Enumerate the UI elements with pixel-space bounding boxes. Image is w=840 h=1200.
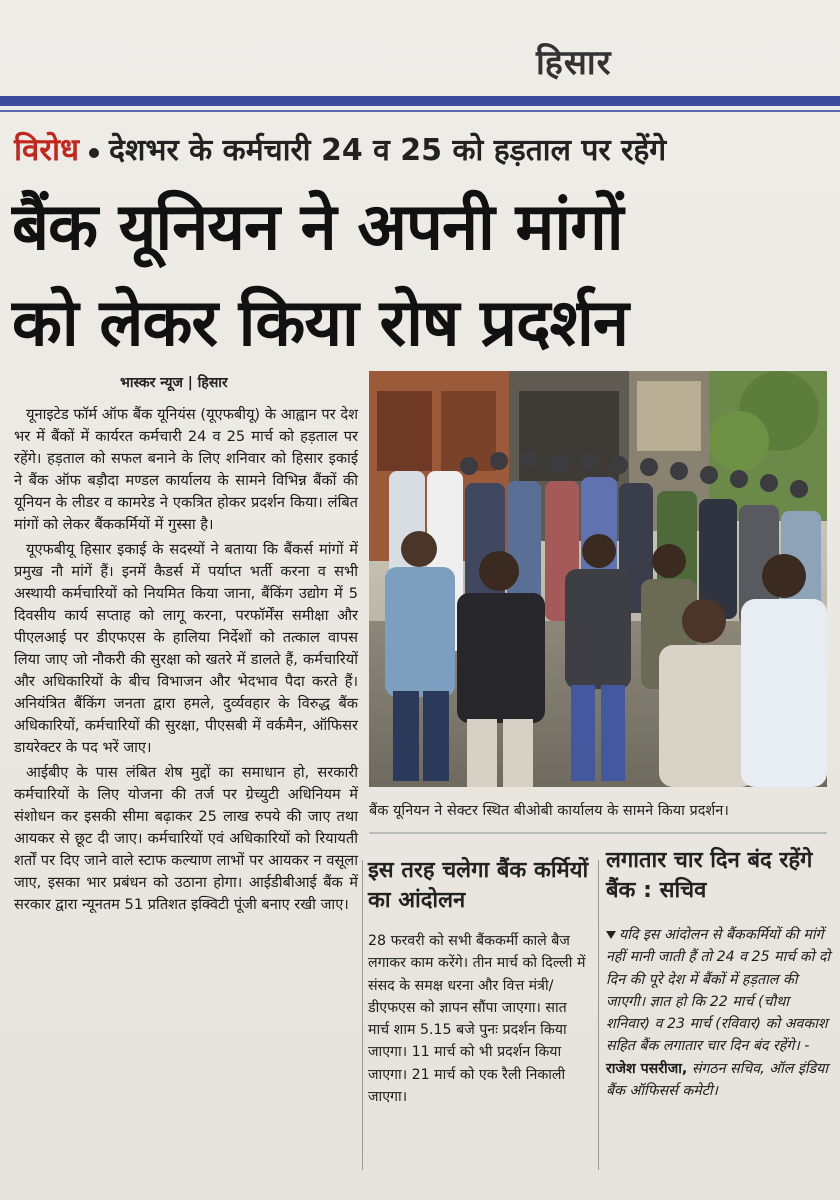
- headline: [12, 180, 832, 372]
- column-divider: [598, 860, 599, 1170]
- article-paragraph: यूनाइटेड फॉर्म ऑफ बैंक यूनियंस (यूएफबीयू) के आह्वान पर देश भर में बैंकों में कार्यरत कर्मचारी 24 व 25 मार्च को हड़ताल पर रहेंगे। हड़ताल को सफल बनाने के लिए शनिवार को हिसार इकाई ने बैंक ऑफ बड़ौदा मण्डल कार्यालय के सामने विभिन्न बैंकों की यूनियन के लीडर व कामरेड ने एकत्रित होकर प्रदर्शन किया। लंबित मांगों को लेकर बैंककर्मियों में गुस्सा है।: [14, 406, 358, 533]
- bullet-icon: [89, 148, 99, 158]
- quote-designation: संगठन सचिव, ऑल इंडिया बैंक ऑफिसर्स कमेटी।: [606, 1060, 828, 1100]
- kicker-tag: विरोध: [14, 132, 80, 168]
- article-paragraph: आईबीए के पास लंबित शेष मुद्दों का समाधान हो, सरकारी कर्मचारियों के लिए योजना की तर्ज पर ग्रेच्युटी अधिनियम में संशोधन कर इसकी सीमा बढ़ाकर 25 लाख रुपये की जाए तथा आयकर से छूट दी जाए। कर्मचारियों एवं अधिकारियों को रियायती शर्तों पर दिए जाने वाले स्टाफ कल्याण लाभों पर आयकर न वसूला जाए, इसका भार प्रबंधन को उठाना होगा। आईडीबीआई बैंक में सरकार द्वारा न्यूनतम 51 प्रतिशत इक्विटी पूंजी बनाए रखी जाए।: [14, 764, 358, 913]
- column-divider: [362, 860, 363, 1170]
- secretary-quote-title: लगातार चार दिन बंद रहेंगे बैंक : सचिव: [606, 848, 813, 903]
- quote-text: यदि इस आंदोलन से बैंककर्मियों की मांगें नहीं मानी जाती हैं तो 24 व 25 मार्च को दो दिन की पूरे देश में बैंकों में हड़ताल की जाएगी। ज्ञात हो कि 22 मार्च (चौथा शनिवार) व 23 मार्च (रविवार) को अवकाश सहित बैंक लगातार चार दिन बंद रहेंगे। -: [606, 927, 831, 1055]
- masthead-rule-thin: [0, 110, 840, 112]
- edition-city: हिसार: [536, 43, 612, 83]
- article-paragraph: यूएफबीयू हिसार इकाई के सदस्यों ने बताया कि बैंकर्स मांगों में प्रमुख नौ मांगें हैं। इनमें कैडर्स में पर्याप्त भर्ती करना व सभी अस्थायी कर्मचारियों को नियमित किया जाना, बैंकिंग उद्योग में 5 दिवसीय कार्य सप्ताह को लागू करना, परफॉर्मेंस समीक्षा और पीएलआई पर डीएफएस के हालिया निर्देशों को तत्काल वापस लिया जाए जो नौकरी की सुरक्षा को खतरे में डालते हैं, कर्मचारियों और अधिकारियों के बीच विभाजन और भेदभाव पैदा करते हैं। अनियंत्रित बैंकिंग जनता द्वारा हमले, दुर्व्यवहार के विरुद्ध बैंक अधिकारियों, कर्मचारियों की सुरक्षा, पीएसबी में वर्कमैन, ऑफिसर डायरेक्टर के पद भरें जाए।: [14, 541, 359, 756]
- masthead-rule: [0, 96, 840, 106]
- byline: भास्कर न्यूज | हिसार: [120, 375, 228, 391]
- protest-plan-title: इस तरह चलेगा बैंक कर्मियों का आंदोलन: [368, 858, 589, 913]
- protest-plan-body: 28 फरवरी को सभी बैंककर्मी काले बैज लगाकर काम करेंगे। तीन मार्च को दिल्ली में संसद के समक्ष धरना और वित्त मंत्री/डीएफएस को ज्ञापन सौंपा जाएगा। सात मार्च शाम 5.15 बजे पुनः प्रदर्शन किया जाएगा। 11 मार्च को भी प्रदर्शन किया जाएगा। 21 मार्च को एक रैली निकाली जाएगा।: [368, 933, 586, 1106]
- photo-caption: बैंक यूनियन ने सेक्टर स्थित बीओबी कार्यालय के सामने किया प्रदर्शन।: [369, 803, 729, 819]
- headline-line-1: बैंक यूनियन ने अपनी मांगों: [12, 190, 623, 265]
- secretary-quote-body: [606, 924, 832, 1102]
- headline-line-2: को लेकर किया रोष प्रदर्शन: [12, 286, 628, 361]
- kicker: [14, 128, 834, 178]
- caption-divider: [369, 832, 827, 834]
- quote-marker-icon: [606, 931, 616, 939]
- kicker-text: देशभर के कर्मचारी 24 व 25 को हड़ताल पर रहेंगे: [109, 133, 667, 168]
- protest-photo: [369, 371, 827, 787]
- quote-signature: राजेश पसरीजा,: [606, 1060, 688, 1077]
- protest-photo-image: [369, 371, 827, 787]
- article-body: [14, 404, 358, 919]
